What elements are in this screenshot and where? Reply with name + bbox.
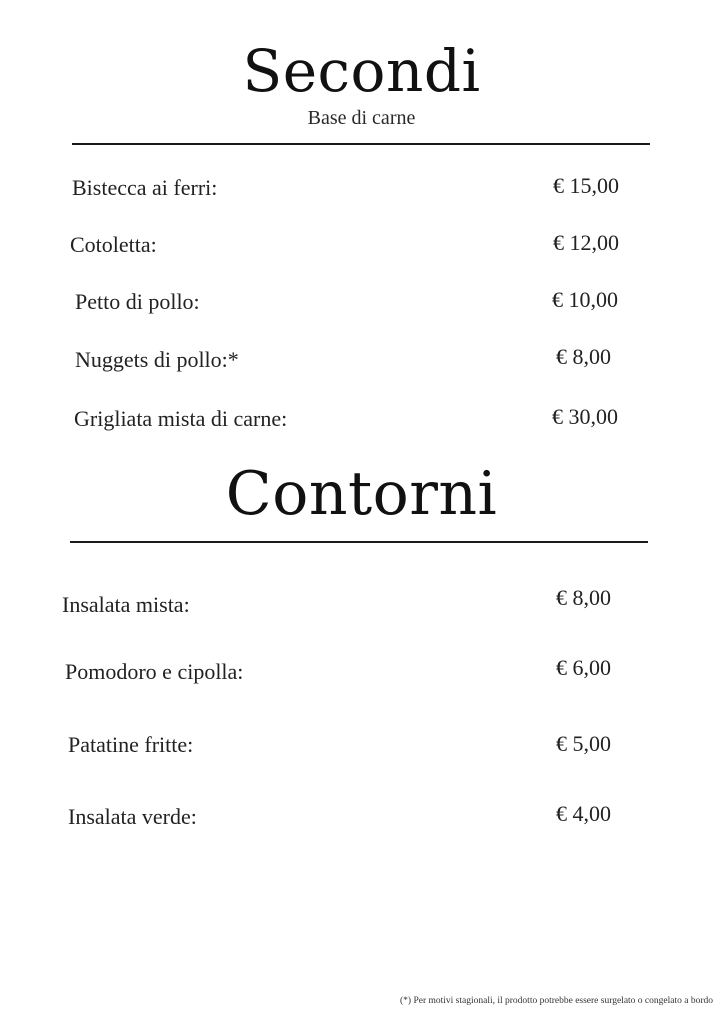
contorni-title: Contorni <box>225 459 498 529</box>
secondi-item-price: € 30,00 <box>552 404 618 429</box>
contorni-item-price: € 8,00 <box>556 585 611 610</box>
contorni-item-name: Pomodoro e cipolla: <box>65 659 244 684</box>
secondi-divider <box>72 143 650 145</box>
contorni-item-name: Insalata mista: <box>62 592 190 617</box>
secondi-item-price: € 15,00 <box>553 173 619 198</box>
secondi-item-price: € 8,00 <box>556 344 611 369</box>
contorni-divider <box>70 541 648 543</box>
contorni-item-price: € 5,00 <box>556 731 611 756</box>
secondi-item-price: € 10,00 <box>552 287 618 312</box>
secondi-item-name: Bistecca ai ferri: <box>72 175 218 200</box>
secondi-title: Secondi <box>242 37 481 105</box>
footnote: (*) Per motivi stagionali, il prodotto potrebbe essere surgelato o congelato a bordo <box>400 996 713 1006</box>
secondi-item-name: Grigliata mista di carne: <box>74 406 288 431</box>
contorni-item-name: Insalata verde: <box>68 804 197 829</box>
secondi-item-name: Cotoletta: <box>70 232 157 257</box>
secondi-item-price: € 12,00 <box>553 230 619 255</box>
secondi-subtitle: Base di carne <box>307 107 416 129</box>
contorni-item-price: € 4,00 <box>556 801 611 826</box>
secondi-item-name: Petto di pollo: <box>75 289 200 314</box>
secondi-item-name: Nuggets di pollo:* <box>75 347 239 372</box>
contorni-item-price: € 6,00 <box>556 655 611 680</box>
contorni-item-name: Patatine fritte: <box>68 732 194 757</box>
